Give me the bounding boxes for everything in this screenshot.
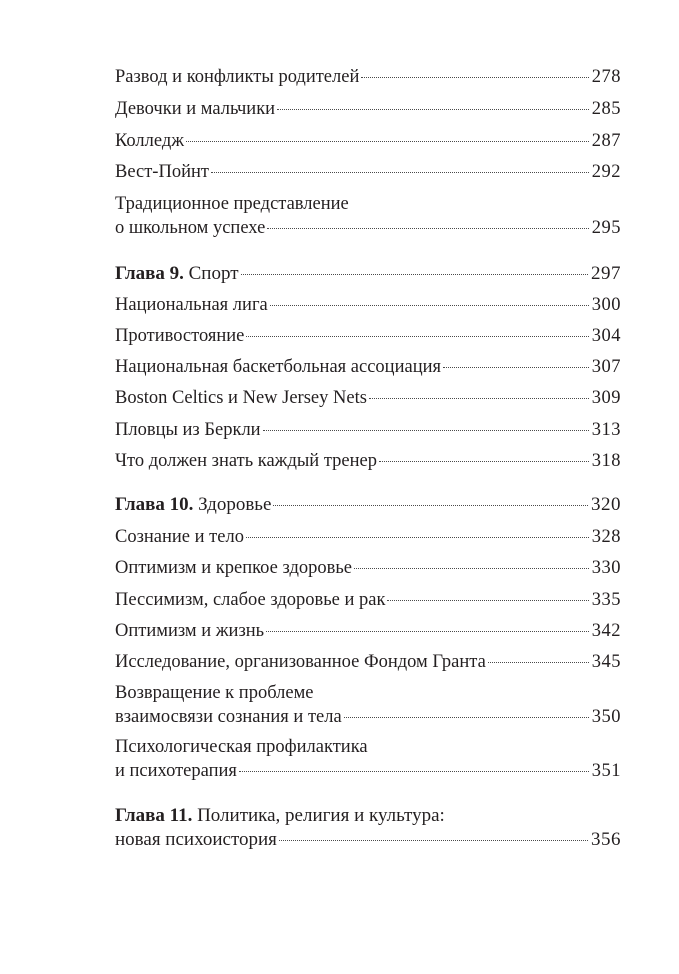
toc-line <box>115 293 621 317</box>
toc-leader-dots <box>277 109 589 110</box>
toc-entry <box>115 160 621 184</box>
toc-leader-dots <box>246 336 588 337</box>
toc-leader-dots <box>246 537 589 538</box>
toc-entry-title: Девочки и мальчики <box>115 99 276 119</box>
toc-page-number: 300 <box>591 295 621 315</box>
toc-entry-title: Национальная лига <box>115 295 268 315</box>
toc-entry-title: Вест-Пойнт <box>115 162 209 182</box>
toc-entry <box>115 556 621 580</box>
toc-leader-dots <box>239 771 589 772</box>
toc-entry <box>115 192 621 240</box>
toc-entry <box>115 97 621 121</box>
toc-leader-dots <box>344 717 589 718</box>
toc-chapter-title <box>115 493 271 517</box>
toc-entry-title: Сознание и тело <box>115 527 244 547</box>
toc-line <box>115 828 621 852</box>
toc-line <box>115 650 621 674</box>
toc-leader-dots <box>488 662 589 663</box>
toc-line <box>115 525 621 549</box>
toc-entry <box>115 619 621 643</box>
toc-leader-dots <box>369 398 589 399</box>
toc-entry-title: Колледж <box>115 131 185 151</box>
toc-chapter-entry <box>115 493 621 517</box>
toc-page-number: 356 <box>591 829 621 850</box>
toc-line <box>115 216 621 240</box>
toc-page-number: 285 <box>591 99 621 119</box>
toc-entry-title-line2: о школьном успехе <box>115 218 266 238</box>
toc-leader-dots <box>186 141 589 142</box>
toc-page-number: 335 <box>591 590 621 610</box>
toc-entry <box>115 449 621 473</box>
toc-chapter-entry <box>115 262 621 286</box>
toc-line <box>115 759 621 783</box>
toc-page-number: 330 <box>591 558 621 578</box>
toc-page-number: 295 <box>591 218 621 238</box>
toc-entry <box>115 735 621 783</box>
toc-line <box>115 129 621 153</box>
toc-entry <box>115 418 621 442</box>
toc-entry-title: Противостояние <box>115 326 245 346</box>
toc-line <box>115 681 621 705</box>
toc-leader-dots <box>273 505 588 506</box>
toc-line <box>115 705 621 729</box>
toc-entry-title-line2: взаимосвязи сознания и тела <box>115 707 342 727</box>
toc-leader-dots <box>263 430 589 431</box>
toc-line <box>115 449 621 473</box>
toc-page-number: 342 <box>591 621 621 641</box>
toc-entry-title-line1: Возвращение к проблеме <box>115 683 314 703</box>
toc-leader-dots <box>379 461 589 462</box>
toc-entry-title: Исследование, организованное Фондом Гранта <box>115 652 486 672</box>
chapter-label: Глава 11. <box>115 805 193 826</box>
toc-leader-dots <box>270 305 589 306</box>
toc-entry-title: Развод и конфликты родителей <box>115 67 360 87</box>
toc-line <box>115 324 621 348</box>
toc-entry <box>115 129 621 153</box>
toc-chapter-title-line1 <box>115 804 445 828</box>
chapter-label: Глава 10. <box>115 494 194 515</box>
toc-entry <box>115 650 621 674</box>
chapter-name: Здоровье <box>198 494 272 515</box>
toc-page-number: 278 <box>591 67 621 87</box>
toc-page-number: 304 <box>591 326 621 346</box>
toc-page-number: 320 <box>591 494 621 515</box>
toc-entry-title: Оптимизм и жизнь <box>115 621 265 641</box>
toc-leader-dots <box>266 631 589 632</box>
toc-entry <box>115 386 621 410</box>
toc-page-number: 287 <box>591 131 621 151</box>
toc-entry-title: Пессимизм, слабое здоровье и рак <box>115 590 386 610</box>
toc-leader-dots <box>279 840 588 841</box>
toc-page-number: 292 <box>591 162 621 182</box>
toc-entry-title: Оптимизм и крепкое здоровье <box>115 558 352 578</box>
chapter-name: Спорт <box>188 263 239 284</box>
chapter-name-line1: Политика, религия и культура: <box>197 805 445 826</box>
toc-page-number: 318 <box>591 451 621 471</box>
toc-line <box>115 262 621 286</box>
toc-entry-title-line2: и психотерапия <box>115 761 237 781</box>
toc-entry <box>115 65 621 89</box>
toc-entry-title: Пловцы из Беркли <box>115 420 261 440</box>
toc-entry-title: Национальная баскетбольная ассоциация <box>115 357 442 377</box>
toc-page-number: 350 <box>591 707 621 727</box>
toc-line <box>115 386 621 410</box>
toc-entry <box>115 324 621 348</box>
toc-line <box>115 160 621 184</box>
toc-leader-dots <box>387 600 588 601</box>
chapter-label: Глава 9. <box>115 263 184 284</box>
toc-line <box>115 192 621 216</box>
toc-line <box>115 355 621 379</box>
toc-page-number: 328 <box>591 527 621 547</box>
toc-leader-dots <box>241 274 588 275</box>
toc-leader-dots <box>354 568 589 569</box>
toc-chapter-entry <box>115 804 621 852</box>
toc-entry-title: Что должен знать каждый тренер <box>115 451 377 471</box>
toc-leader-dots <box>267 228 588 229</box>
toc-line <box>115 493 621 517</box>
toc-line <box>115 735 621 759</box>
toc-entry-title-line1: Психологическая профилактика <box>115 737 368 757</box>
toc-page-number: 309 <box>591 388 621 408</box>
toc-entry <box>115 588 621 612</box>
toc-chapter-title <box>115 262 239 286</box>
toc-line <box>115 588 621 612</box>
toc-entry <box>115 525 621 549</box>
toc-line <box>115 804 621 828</box>
toc-leader-dots <box>361 77 588 78</box>
toc-line <box>115 619 621 643</box>
toc-entry-title: Boston Celtics и New Jersey Nets <box>115 388 367 408</box>
toc-line <box>115 65 621 89</box>
toc-page-number: 297 <box>591 263 621 284</box>
toc-entry <box>115 681 621 729</box>
toc-page-number: 351 <box>591 761 621 781</box>
toc-page-number: 313 <box>591 420 621 440</box>
toc-entry-title-line1: Традиционное представление <box>115 194 349 214</box>
toc-line <box>115 556 621 580</box>
toc-entry <box>115 355 621 379</box>
toc-page-number: 345 <box>591 652 621 672</box>
toc-line <box>115 418 621 442</box>
toc-leader-dots <box>443 367 589 368</box>
toc-entry <box>115 293 621 317</box>
toc-leader-dots <box>211 172 589 173</box>
chapter-name-line2: новая психоистория <box>115 829 277 850</box>
toc-line <box>115 97 621 121</box>
toc-page-number: 307 <box>591 357 621 377</box>
